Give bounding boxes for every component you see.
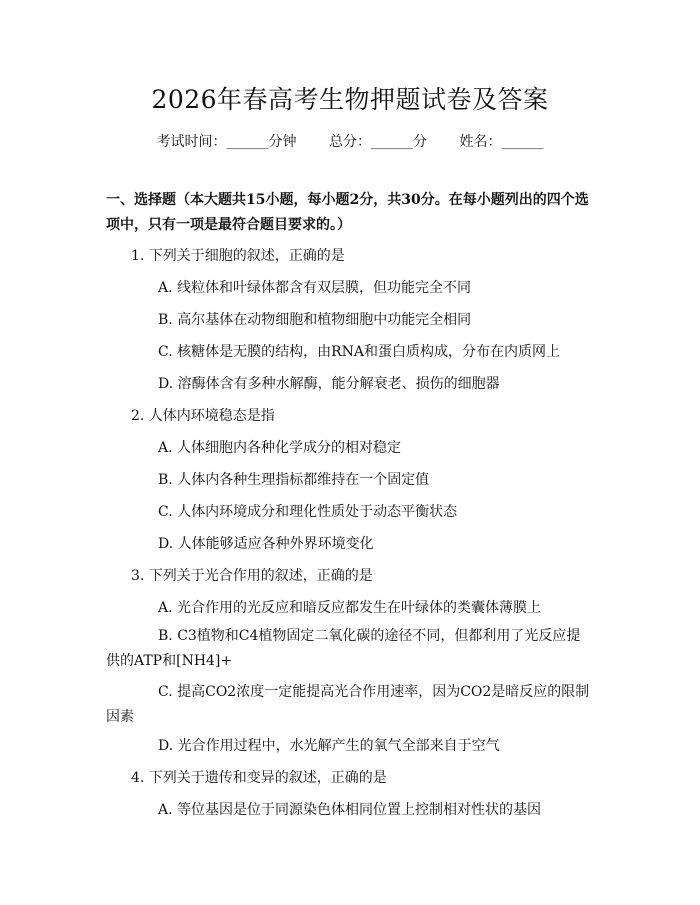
exam-time-field: 考试时间：______分钟 [156,134,297,150]
question-2-option-b: B. 人体内各种生理指标都维持在一个固定值 [158,472,430,488]
question-2-option-a: A. 人体细胞内各种化学成分的相对稳定 [158,440,402,456]
question-1-option-c: C. 核糖体是无膜的结构，由RNA和蛋白质构成，分布在内质网上 [158,344,561,360]
question-1-option-a: A. 线粒体和叶绿体都含有双层膜，但功能完全不同 [158,280,472,296]
question-4-stem: 4. 下列关于遗传和变异的叙述，正确的是 [131,770,387,786]
question-2-option-d: D. 人体能够适应各种外界环境变化 [158,536,374,552]
question-2-option-c: C. 人体内环境成分和理化性质处于动态平衡状态 [158,504,458,520]
question-3-option-c: C. 提高CO2浓度一定能提高光合作用速率，因为CO2是暗反应的限制因素 [106,684,590,725]
question-1-option-d: D. 溶酶体含有多种水解酶，能分解衰老、损伤的细胞器 [158,376,500,392]
question-3-option-b: B. C3植物和C4植物固定二氧化碳的途径不同，但都利用了光反应提供的ATP和[NH4]+ [106,628,581,669]
question-4-option-a: A. 等位基因是位于同源染色体相同位置上控制相对性状的基因 [158,802,542,818]
question-1-option-b: B. 高尔基体在动物细胞和植物细胞中功能完全相同 [158,312,472,328]
exam-info [0,131,700,151]
section-heading: 一、选择题（本大题共15小题，每小题2分，共30分。在每小题列出的四个选项中，只有一项是最符合题目要求的。） [106,192,589,233]
total-score-field: 总分：______分 [329,134,427,150]
question-1-stem: 1. 下列关于细胞的叙述，正确的是 [131,248,345,264]
question-2-stem: 2. 人体内环境稳态是指 [131,408,275,424]
page-title: 2026年春高考生物押题试卷及答案 [151,85,549,114]
question-3-stem: 3. 下列关于光合作用的叙述，正确的是 [131,568,373,584]
question-3-option-a: A. 光合作用的光反应和暗反应都发生在叶绿体的类囊体薄膜上 [158,600,542,616]
question-3-option-d: D. 光合作用过程中，水光解产生的氧气全部来自于空气 [158,738,500,754]
student-name-field: 姓名：______ [459,134,544,150]
